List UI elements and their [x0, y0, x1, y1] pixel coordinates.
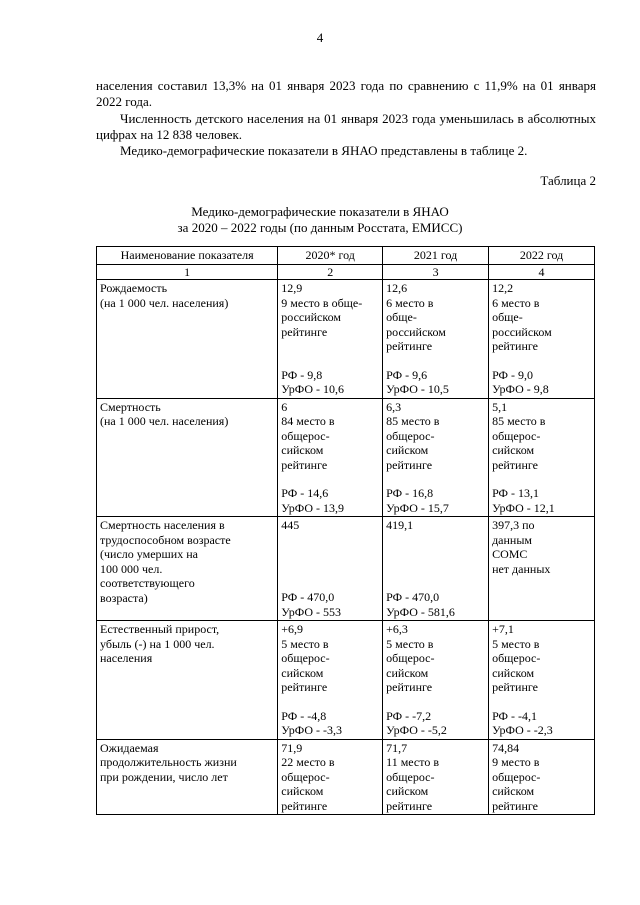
value-line: рейтинге — [386, 457, 433, 472]
comparison-line: УрФО - 13,9 — [281, 500, 344, 515]
value-line: общерос- — [492, 428, 541, 443]
indicator-name-line: 100 000 чел. — [100, 561, 163, 576]
indicator-name-line: Естественный прирост, — [100, 622, 220, 636]
row-life-expectancy — [97, 739, 595, 815]
value-cell-c2 — [278, 398, 383, 517]
value-main — [386, 281, 485, 354]
comparison-line: РФ - 14,6 — [281, 486, 329, 500]
indicator-name-cell — [97, 621, 278, 740]
value-line: 397,3 по — [492, 518, 535, 532]
value-line: 419,1 — [386, 518, 414, 532]
indicator-name-cell — [97, 739, 278, 815]
value-line: +6,3 — [386, 622, 408, 636]
indicator-name-line: возраста) — [100, 590, 148, 605]
value-line: сийском — [386, 443, 429, 457]
value-line: 6 — [281, 399, 288, 414]
value-line: 71,7 — [386, 740, 408, 755]
value-line: 445 — [281, 518, 300, 532]
indicator-name-line: населения — [100, 651, 153, 665]
value-line: рейтинге — [281, 798, 328, 813]
value-cell-c3 — [383, 517, 489, 621]
indicator-name-cell — [97, 280, 278, 399]
value-main — [386, 622, 485, 695]
value-comparison — [492, 486, 591, 515]
indicator-name-cell — [97, 517, 278, 621]
value-line: 12,9 — [281, 281, 303, 295]
comparison-line: РФ - -4,1 — [492, 708, 538, 723]
demographics-table — [96, 246, 595, 815]
table-header-row — [97, 247, 595, 265]
paragraph-table-intro: Медико-демографические показатели в ЯНАО представлены в таблице 2. — [120, 143, 528, 158]
value-line: данным — [492, 532, 532, 547]
value-cell-c2 — [278, 621, 383, 740]
comparison-line: УрФО - 15,7 — [386, 500, 449, 515]
comparison-line: УрФО - 9,8 — [492, 382, 549, 396]
paragraph-child-population: Численность детского населения на 01 января 2023 года уменьшилась в абсолютных цифрах на 12 838 человек. — [96, 111, 596, 142]
value-line: рейтинге — [492, 680, 538, 694]
table-label: Таблица 2 — [540, 173, 596, 188]
indicator-name-cell — [97, 398, 278, 517]
comparison-line: РФ - 13,1 — [492, 486, 540, 500]
value-line: общерос- — [386, 651, 435, 665]
value-line: российском — [386, 324, 446, 339]
value-line: сийском — [492, 665, 535, 680]
value-line: сийском — [492, 784, 535, 798]
value-line: нет данных — [492, 561, 551, 576]
value-comparison — [281, 709, 379, 738]
value-comparison — [386, 486, 485, 515]
value-line: сийском — [281, 443, 324, 457]
comparison-line: УрФО - 12,1 — [492, 500, 555, 515]
value-line: 74,84 — [492, 740, 520, 755]
indicator-name-line: соответствующего — [100, 576, 195, 590]
value-main — [386, 741, 485, 814]
value-line: общерос- — [492, 769, 541, 784]
indicator-name-line: Рождаемость — [100, 281, 168, 295]
value-cell-c2 — [278, 517, 383, 621]
comparison-line: УрФО - -2,3 — [492, 723, 553, 737]
comparison-line: УрФО - 10,6 — [281, 382, 344, 396]
value-line: 22 место в — [281, 755, 335, 769]
value-comparison — [492, 709, 591, 738]
value-line: 12,6 — [386, 281, 408, 295]
indicator-name-line: трудоспособном возрасте — [100, 532, 231, 547]
table-column-numbers-row — [97, 264, 595, 280]
value-line: рейтинге — [386, 339, 433, 353]
column-number: 2 — [278, 264, 383, 280]
value-cell-c2 — [278, 739, 383, 815]
comparison-line: РФ - 9,6 — [386, 367, 428, 382]
value-line: сийском — [386, 784, 429, 798]
indicator-name-line: продолжительность жизни — [100, 755, 237, 769]
value-line: 85 место в — [386, 414, 440, 428]
value-line: сийском — [386, 665, 429, 680]
value-comparison — [281, 368, 379, 397]
page-number: 4 — [316, 30, 324, 45]
value-main — [492, 741, 591, 814]
indicator-name-line: Смертность населения в — [100, 518, 225, 532]
table-title — [0, 204, 640, 236]
value-line: рейтинге — [281, 680, 328, 694]
value-line: 5 место в — [492, 636, 540, 651]
value-line: общерос- — [281, 428, 330, 443]
value-comparison — [492, 368, 591, 397]
comparison-line: РФ - -4,8 — [281, 708, 327, 723]
value-cell-c3 — [383, 621, 489, 740]
comparison-line: РФ - 9,0 — [492, 367, 534, 382]
value-line: сийском — [492, 443, 535, 457]
value-line: 6,3 — [386, 399, 402, 414]
value-line: рейтинге — [386, 680, 433, 694]
comparison-line: РФ - 470,0 — [281, 590, 335, 604]
value-line: российском — [492, 324, 552, 339]
value-line: 9 место в — [492, 755, 540, 769]
value-line: 84 место в — [281, 414, 335, 428]
value-line: обще- — [386, 310, 417, 324]
value-line: рейтинге — [492, 339, 538, 353]
value-line: общерос- — [492, 651, 541, 665]
column-number: 1 — [97, 264, 278, 280]
value-line: рейтинге — [492, 457, 538, 472]
indicator-name-line: убыль (-) на 1 000 чел. — [100, 636, 215, 651]
value-cell-c2 — [278, 280, 383, 399]
value-line: 6 место в — [386, 295, 434, 310]
value-line: рейтинге — [492, 798, 538, 813]
value-line: СОМС — [492, 547, 528, 561]
indicator-name-line: Смертность — [100, 399, 161, 414]
value-cell-c3 — [383, 739, 489, 815]
value-line: общерос- — [386, 769, 435, 784]
paragraph-population-share: населения составил 13,3% на 01 января 2023 года по сравнению с 11,9% на 01 января 2022 года. — [96, 78, 596, 109]
value-line: +7,1 — [492, 622, 514, 636]
value-main — [492, 400, 591, 473]
value-main — [492, 518, 591, 576]
value-comparison — [386, 709, 485, 738]
indicator-name-line: (на 1 000 чел. населения) — [100, 414, 229, 428]
value-line: 5,1 — [492, 399, 508, 414]
value-comparison — [281, 486, 379, 515]
value-line: 85 место в — [492, 414, 546, 428]
comparison-line: РФ - 16,8 — [386, 486, 434, 500]
value-comparison — [281, 590, 379, 619]
header-2022: 2022 год — [489, 247, 595, 265]
value-main — [492, 281, 591, 354]
indicator-name-line: (число умерших на — [100, 547, 198, 561]
value-line: общерос- — [281, 769, 330, 784]
table-title-line2: за 2020 – 2022 годы (по данным Росстата, ЕМИСС) — [177, 220, 463, 235]
comparison-line: РФ - 470,0 — [386, 590, 440, 604]
comparison-line: РФ - -7,2 — [386, 708, 432, 723]
value-main — [492, 622, 591, 695]
value-cell-c3 — [383, 398, 489, 517]
value-main — [386, 400, 485, 473]
value-comparison — [386, 368, 485, 397]
value-cell-c4 — [489, 398, 595, 517]
comparison-line: РФ - 9,8 — [281, 367, 323, 382]
comparison-line: УрФО - 553 — [281, 604, 341, 619]
header-indicator: Наименование показателя — [97, 247, 278, 265]
comparison-line: УрФО - -5,2 — [386, 723, 447, 737]
value-main — [281, 518, 379, 533]
row-natural-increase — [97, 621, 595, 740]
value-line: рейтинге — [281, 457, 328, 472]
row-birth-rate — [97, 280, 595, 399]
comparison-line: УрФО - 581,6 — [386, 604, 455, 619]
value-line: 5 место в — [386, 636, 434, 651]
value-main — [281, 281, 379, 339]
value-cell-c4 — [489, 280, 595, 399]
row-working-age-mortality — [97, 517, 595, 621]
value-main — [281, 741, 379, 814]
value-line: 5 место в — [281, 636, 329, 651]
value-line: 6 место в — [492, 295, 540, 310]
value-main — [281, 400, 379, 473]
value-cell-c4 — [489, 517, 595, 621]
value-line: сийском — [281, 665, 324, 680]
value-line: 71,9 — [281, 740, 303, 755]
column-number: 3 — [383, 264, 489, 280]
value-line: рейтинге — [386, 798, 433, 813]
value-line: 9 место в обще- — [281, 295, 363, 310]
column-number: 4 — [489, 264, 595, 280]
value-comparison — [386, 590, 485, 619]
header-2020: 2020* год — [278, 247, 383, 265]
value-main — [386, 518, 485, 533]
value-line: российском — [281, 310, 341, 324]
value-line: обще- — [492, 310, 523, 324]
value-cell-c3 — [383, 280, 489, 399]
value-line: +6,9 — [281, 622, 304, 636]
row-mortality — [97, 398, 595, 517]
value-main — [281, 622, 379, 695]
indicator-name-line: Ожидаемая — [100, 740, 159, 755]
value-line: 11 место в — [386, 755, 440, 769]
indicator-name-line: при рождении, число лет — [100, 769, 228, 784]
value-cell-c4 — [489, 739, 595, 815]
value-line: 12,2 — [492, 281, 514, 295]
comparison-line: УрФО - 10,5 — [386, 382, 449, 396]
table-title-line1: Медико-демографические показатели в ЯНАО — [191, 204, 449, 219]
indicator-name-line: (на 1 000 чел. населения) — [100, 295, 229, 310]
value-cell-c4 — [489, 621, 595, 740]
value-line: общерос- — [386, 428, 435, 443]
value-line: общерос- — [281, 651, 330, 665]
header-2021: 2021 год — [383, 247, 489, 265]
value-line: рейтинге — [281, 324, 328, 339]
value-line: сийском — [281, 784, 324, 798]
comparison-line: УрФО - -3,3 — [281, 723, 342, 737]
